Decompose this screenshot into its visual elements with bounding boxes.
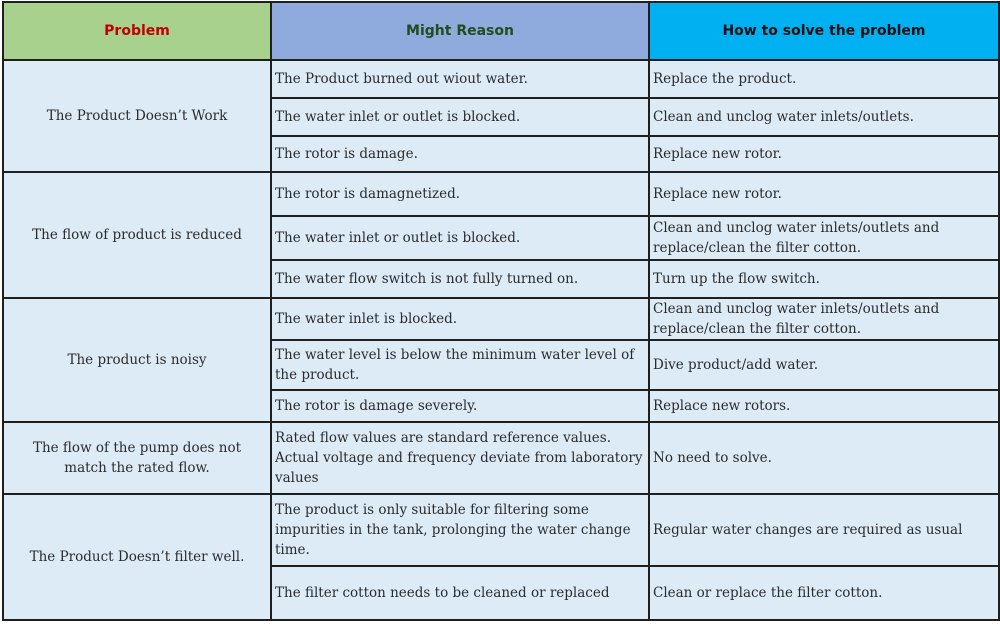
solution-cell: Clean and unclog water inlets/outlets. bbox=[649, 98, 999, 136]
solution-cell: Replace new rotors. bbox=[649, 390, 999, 422]
table-row bbox=[3, 494, 999, 566]
solution-cell: Clean and unclog water inlets/outlets and replace/clean the filter cotton. bbox=[649, 216, 999, 260]
reason-cell: The rotor is damagnetized. bbox=[271, 172, 649, 216]
header-problem: Problem bbox=[3, 2, 271, 60]
reason-cell: The water level is below the minimum water level of the product. bbox=[271, 340, 649, 390]
solution-cell: Clean and unclog water inlets/outlets and replace/clean the filter cotton. bbox=[649, 298, 999, 340]
problem-cell: The Product Doesn’t filter well. bbox=[3, 494, 271, 620]
reason-cell: The rotor is damage. bbox=[271, 136, 649, 172]
solution-cell: Clean or replace the filter cotton. bbox=[649, 566, 999, 620]
header-solution: How to solve the problem bbox=[649, 2, 999, 60]
solution-cell: Turn up the flow switch. bbox=[649, 260, 999, 298]
table-row bbox=[3, 298, 999, 340]
reason-cell: Rated flow values are standard reference values. Actual voltage and frequency deviate from laboratory values bbox=[271, 422, 649, 494]
reason-cell: The product is only suitable for filtering some impurities in the tank, prolonging the water change time. bbox=[271, 494, 649, 566]
table-row bbox=[3, 60, 999, 98]
reason-cell: The Product burned out wiout water. bbox=[271, 60, 649, 98]
reason-cell: The rotor is damage severely. bbox=[271, 390, 649, 422]
solution-cell: Replace the product. bbox=[649, 60, 999, 98]
table-row bbox=[3, 172, 999, 216]
solution-cell: No need to solve. bbox=[649, 422, 999, 494]
header-row bbox=[3, 2, 999, 60]
reason-cell: The water inlet is blocked. bbox=[271, 298, 649, 340]
problem-cell: The flow of product is reduced bbox=[3, 172, 271, 298]
solution-cell: Regular water changes are required as usual bbox=[649, 494, 999, 566]
reason-cell: The filter cotton needs to be cleaned or replaced bbox=[271, 566, 649, 620]
solution-cell: Replace new rotor. bbox=[649, 136, 999, 172]
troubleshooting-table bbox=[2, 1, 1000, 621]
problem-cell: The flow of the pump does not match the rated flow. bbox=[3, 422, 271, 494]
problem-cell: The product is noisy bbox=[3, 298, 271, 422]
solution-cell: Dive product/add water. bbox=[649, 340, 999, 390]
problem-cell: The Product Doesn’t Work bbox=[3, 60, 271, 172]
header-might-reason: Might Reason bbox=[271, 2, 649, 60]
reason-cell: The water flow switch is not fully turned on. bbox=[271, 260, 649, 298]
reason-cell: The water inlet or outlet is blocked. bbox=[271, 216, 649, 260]
reason-cell: The water inlet or outlet is blocked. bbox=[271, 98, 649, 136]
table-row bbox=[3, 422, 999, 494]
solution-cell: Replace new rotor. bbox=[649, 172, 999, 216]
table-body bbox=[3, 60, 999, 620]
